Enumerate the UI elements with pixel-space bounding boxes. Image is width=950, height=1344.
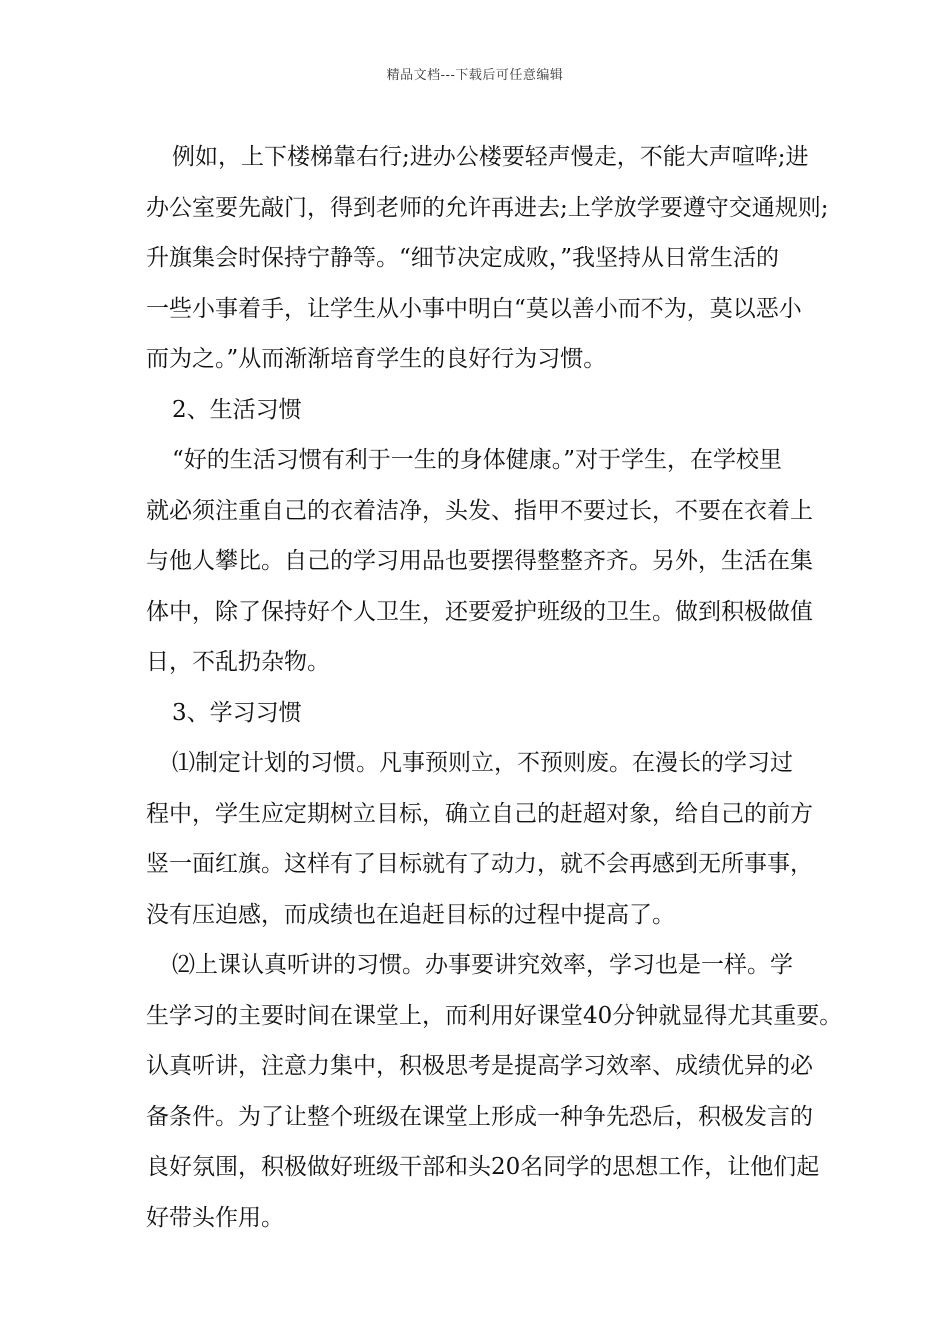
- text-line: 竖一面红旗。这样有了目标就有了动力，就不会再感到无所事事，: [146, 851, 813, 877]
- text-line: ⑴制定计划的习惯。凡事预则立，不预则废。在漫长的学习过: [172, 750, 793, 776]
- text-line: 生学习的主要时间在课堂上，而利用好课堂40分钟就显得尤其重要。: [146, 1002, 843, 1029]
- text-line: “好的生活习惯有利于一生的身体健康。”对于学生，在学校里: [172, 447, 783, 473]
- text-line: ⑵上课认真听讲的习惯。办事要讲究效率，学习也是一样。学: [172, 952, 793, 978]
- section-heading-study-habits: [146, 688, 816, 739]
- paragraph-life-habits: [146, 435, 816, 688]
- text-line: 与他人攀比。自己的学习用品也要摆得整整齐齐。另外，生活在集: [146, 548, 813, 574]
- text-line: 没有压迫感，而成绩也在追赶目标的过程中提高了。: [146, 901, 675, 928]
- text-line: 良好氛围，积极做好班级干部和头20名同学的思想工作，让他们起: [146, 1154, 820, 1180]
- paragraph-etiquette-examples: [146, 132, 829, 385]
- text-line: 一些小事着手，让学生从小事中明白“莫以善小而不为，莫以恶小: [146, 295, 802, 322]
- heading-line: 3、学习习惯: [172, 699, 302, 726]
- heading-line: 2、生活习惯: [172, 396, 302, 423]
- text-line: 认真听讲，注意力集中，积极思考是提高学习效率、成绩优异的必: [146, 1053, 813, 1079]
- text-line: 而为之。”从而渐渐培育学生的良好行为习惯。: [146, 346, 607, 372]
- text-line: 升旗集会时保持宁静等。“细节决定成败，”我坚持从日常生活的: [146, 245, 780, 271]
- document-body: [146, 132, 843, 1243]
- section-heading-life-habits: [146, 385, 816, 436]
- text-line: 例如，上下楼梯靠右行;进办公楼要轻声慢走，不能大声喧哗;进: [172, 144, 809, 170]
- text-line: 体中，除了保持好个人卫生，还要爱护班级的卫生。做到积极做值: [146, 598, 813, 625]
- text-line: 备条件。为了让整个班级在课堂上形成一种争先恐后，积极发言的: [146, 1103, 813, 1130]
- page-header: 精品文档---下载后可任意编辑: [386, 68, 564, 83]
- text-line: 就必须注重自己的衣着洁净，头发、指甲不要过长，不要在衣着上: [146, 497, 813, 524]
- text-line: 程中，学生应定期树立目标，确立自己的赶超对象，给自己的前方: [146, 800, 813, 827]
- text-line: 好带头作用。: [146, 1204, 284, 1231]
- paragraph-planning-habit: [146, 738, 816, 940]
- text-line: 办公室要先敲门，得到老师的允许再进去;上学放学要遵守交通规则;: [146, 194, 829, 221]
- text-line: 日，不乱扔杂物。: [146, 649, 330, 675]
- paragraph-listening-habit: [146, 940, 843, 1243]
